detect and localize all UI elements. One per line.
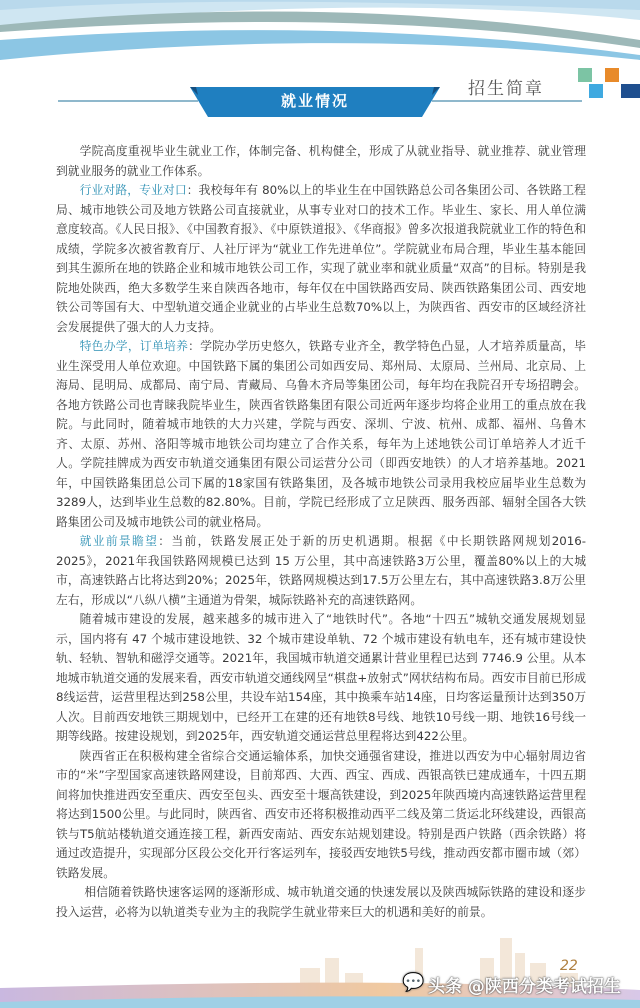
decor-square-lightblue xyxy=(589,84,603,98)
paragraph xyxy=(56,337,586,532)
section-title: 就业情况 xyxy=(280,92,349,110)
decor-square-orange xyxy=(605,68,619,82)
paragraph xyxy=(56,181,586,337)
paragraph xyxy=(56,610,586,747)
paragraph-text: 学院高度重视毕业生就业工作，体制完备、机构健全，形成了从就业指导、就业推荐、就业管理到就业服务的就业工作体系。 xyxy=(56,144,586,178)
paragraph xyxy=(56,142,586,181)
paragraph-lead: 就业前景瞻望 xyxy=(79,534,159,548)
brochure-title: 招生简章 xyxy=(468,79,544,99)
decor-square-darkblue xyxy=(621,84,640,98)
paragraph-text: 相信随着铁路快速客运网的逐渐形成、城市轨道交通的快速发展以及陕西城际铁路的建设和逐步投入运营，必将为以轨道类专业为主的我院学生就业带来巨大的机遇和美好的前景。 xyxy=(56,885,586,919)
paragraph-lead: 特色办学，订单培养 xyxy=(79,339,189,353)
paragraph-text: 随着城市建设的发展，越来越多的城市进入了“地铁时代”。各地“十四五”城轨交通发展规划显示，国内将有 47 个城市建设地铁、32 个城市建设单轨、72 个城市建设有轨电车，还有城市建设快轨、轻轨、智轨和磁浮交通等。2021年，我国城市轨道交通累计营业里程已达到 7746.9 公里。从本地城市轨道交通的发展来看，西安市轨道交通线网呈“棋盘+放射式”网状结构布局。西安市目前已形成8线运营，运营里程达到258公里，共设车站154座，其中换乘车站14座，日均客运量预计达到350万人次。目前西安地铁三期规划中，已经开工在建的还有地铁8号线、地铁10号线一期、地铁16号线一期等线路。按建设规划，到2025年，西安轨道交通运营总里程将达到422公里。 xyxy=(56,612,586,743)
paragraph xyxy=(56,532,586,610)
body-text xyxy=(56,0,586,922)
paragraph-lead: 行业对路，专业对口 xyxy=(79,183,187,197)
footer xyxy=(0,928,640,1008)
wechat-icon: 💬 xyxy=(402,972,425,993)
paragraph-text: 陕西省正在积极构建全省综合交通运输体系，加快交通强省建设，推进以西安为中心辐射周边省市的“米”字型国家高速铁路网建设，目前郑西、大西、西宝、西成、西银高铁已建成通车，十四五期间将加快推进西安至重庆、西安至包头、西安至十堰高铁建设，到2025年陕西境内高速铁路运营里程将达到1500公里。与此同时，陕西省、西安市还将积极推动西平二线及第二货运北环线建设，西银高铁与T5航站楼轨道交通连接工程，新西安南站、西安东站规划建设。特别是西户铁路（西余铁路）将通过改造提升，实现部分区段公交化开行客运列车，接驳西安地铁5号线，推动西安都市圈市域（郊）铁路发展。 xyxy=(56,748,586,880)
watermark: 头条 @陕西分类考试招生 xyxy=(428,977,621,997)
paragraph-text: ：我校每年有 80%以上的毕业生在中国铁路总公司各集团公司、各铁路工程局、城市地铁公司及地方铁路公司直接就业，从事专业对口的技术工作。毕业生、家长、用人单位满意度较高。《人民日报》、《中国教育报》、《中原铁道报》、《华商报》曾多次报道我院就业工作的特色和成绩，学院多次被省教育厅、人社厅评为“就业工作先进单位”。学院就业布局合理，毕业生基本能回到其生源所在地的铁路企业和城市地铁公司工作，实现了就业率和就业质量“双高”的目标。特别是我院地处陕西，绝大多数学生来自陕西各地市，每年仅在中国铁路西安局、陕西铁路集团公司、西安地铁公司等国有大、中型轨道交通企业就业的占毕业生总数70%以上，为陕西省、西安市的区域经济社会发展提供了强大的人力支持。 xyxy=(56,183,586,334)
paragraph-text: ：当前，铁路发展正处于新的历史机遇期。根据《中长期铁路网规划2016-2025》，2021年我国铁路网规模已达到 15 万公里，其中高速铁路3万公里，覆盖80%以上的大城市，高速铁路占比将达到20%；2025年，铁路网规模达到17.5万公里左右，其中高速铁路3.8万公里左右，形成以“八纵八横”主通道为骨架，城际铁路补充的高速铁路网。 xyxy=(56,534,586,607)
paragraph-text: ：学院办学历史悠久，铁路专业齐全，教学特色凸显，人才培养质量高，毕业生深受用人单位欢迎。中国铁路下属的集团公司如西安局、郑州局、太原局、兰州局、北京局、上海局、昆明局、成都局、南宁局、青藏局、乌鲁木齐局等集团公司，每年均在我院召开专场招聘会。各地方铁路公司也青睐我院毕业生，陕西省铁路集团有限公司近两年逐步均将企业用工的重点放在我院。与此同时，随着城市地铁的大力兴建，学院与西安、深圳、宁波、杭州、成都、福州、乌鲁木齐、太原、苏州、洛阳等城市地铁公司均建立了合作关系，每年为上述地铁公司订单培养人才近千人。学院挂牌成为西安市轨道交通集团有限公司运营分公司（即西安地铁）的人才培养基地。2021年，中国铁路集团总公司下属的18家国有铁路集团，及各城市地铁公司录用我校应届毕业生总数为3289人，达到毕业生总数的82.80%。目前，学院已经形成了立足陕西、服务西部、辐射全国各大铁路集团公司及城市地铁公司的就业格局。 xyxy=(56,339,586,529)
page-number: 22 xyxy=(560,958,578,974)
paragraph xyxy=(56,747,586,884)
paragraph xyxy=(56,883,586,922)
